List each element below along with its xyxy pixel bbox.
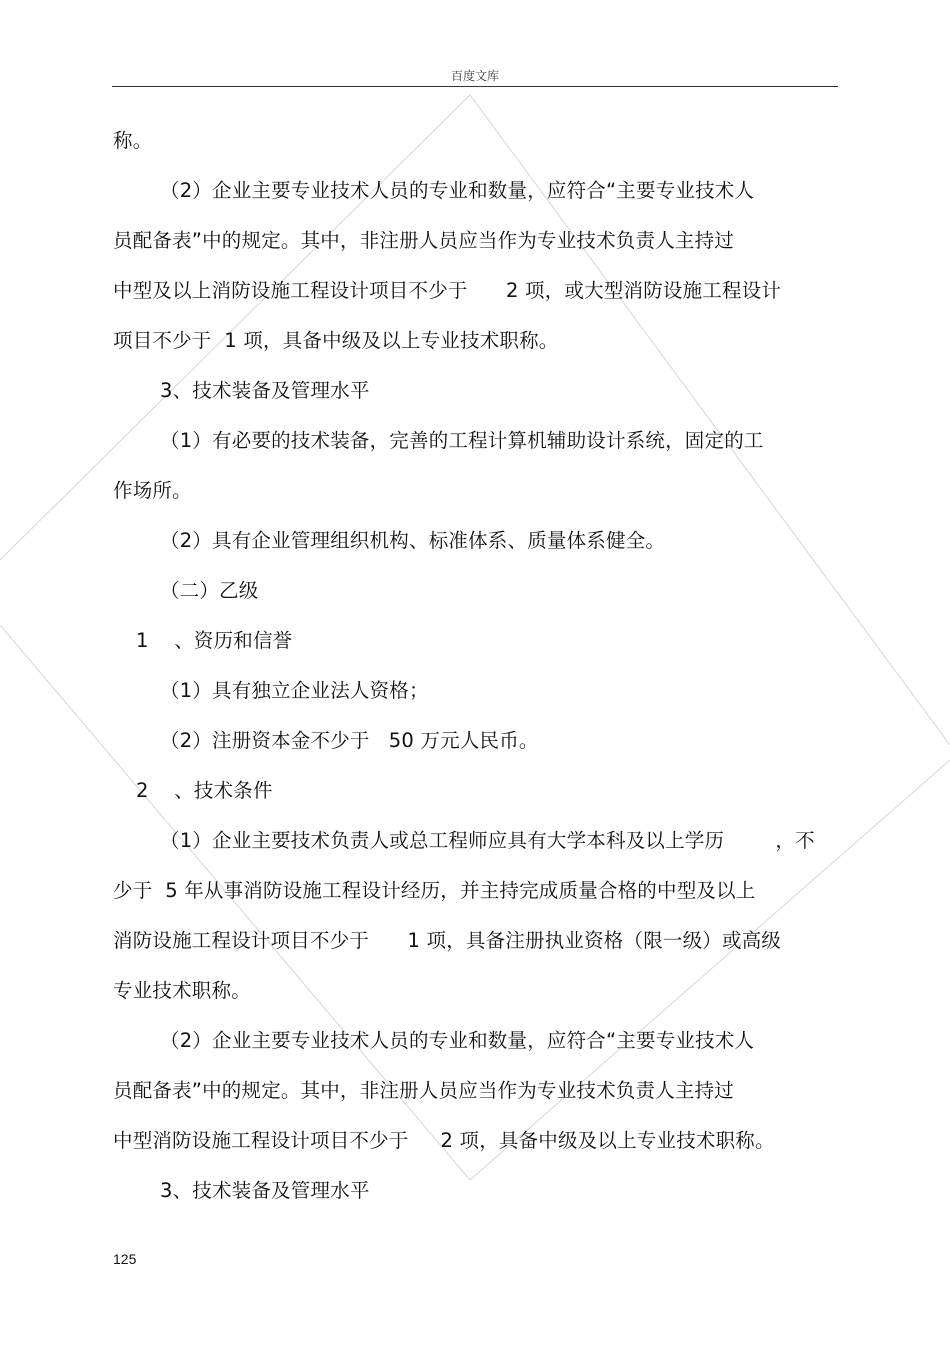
- body-line: 3、技术装备及管理水平: [160, 379, 370, 402]
- body-line: 称。: [113, 129, 153, 152]
- body-line: 中型及以上消防设施工程设计项目不少于 2 项，或大型消防设施工程设计: [113, 279, 782, 302]
- body-line: 少于 5 年从事消防设施工程设计经历，并主持完成质量合格的中型及以上: [113, 879, 756, 902]
- body-line: 中型消防设施工程设计项目不少于 2 项，具备中级及以上专业技术职称。: [113, 1129, 775, 1152]
- body-line: 消防设施工程设计项目不少于 1 项，具备注册执业资格（限一级）或高级: [113, 929, 782, 952]
- body-line: 项目不少于 1 项，具备中级及以上专业技术职称。: [113, 329, 559, 352]
- body-line: （2）企业主要专业技术人员的专业和数量，应符合“主要专业技术人: [160, 1029, 755, 1052]
- body-line: （1）具有独立企业法人资格；: [160, 679, 429, 702]
- body-line: （2）注册资本金不少于 50 万元人民币。: [160, 729, 539, 752]
- body-line: 作场所。: [113, 479, 192, 502]
- body-line: （2）企业主要专业技术人员的专业和数量，应符合“主要专业技术人: [160, 179, 755, 202]
- body-line: 3、技术装备及管理水平: [160, 1179, 370, 1202]
- body-line: 专业技术职称。: [113, 979, 251, 1002]
- header-title: 百度文库: [450, 69, 499, 83]
- body-line: （二）乙级: [160, 579, 259, 602]
- body-line: 1 、资历和信誉: [136, 629, 293, 652]
- body-line: 2 、技术条件: [136, 779, 273, 802]
- body-line: （1）有必要的技术装备，完善的工程计算机辅助设计系统，固定的工: [160, 429, 764, 452]
- body-line: 员配备表”中的规定。其中，非注册人员应当作为专业技术负责人主持过: [113, 1079, 735, 1102]
- header-divider: [112, 86, 838, 87]
- body-line: （1）企业主要技术负责人或总工程师应具有大学本科及以上学历 ，不: [160, 829, 815, 852]
- body-line: （2）具有企业管理组织机构、标准体系、质量体系健全。: [160, 529, 666, 552]
- page-number: 125: [113, 1251, 137, 1267]
- body-line: 员配备表”中的规定。其中，非注册人员应当作为专业技术负责人主持过: [113, 229, 735, 252]
